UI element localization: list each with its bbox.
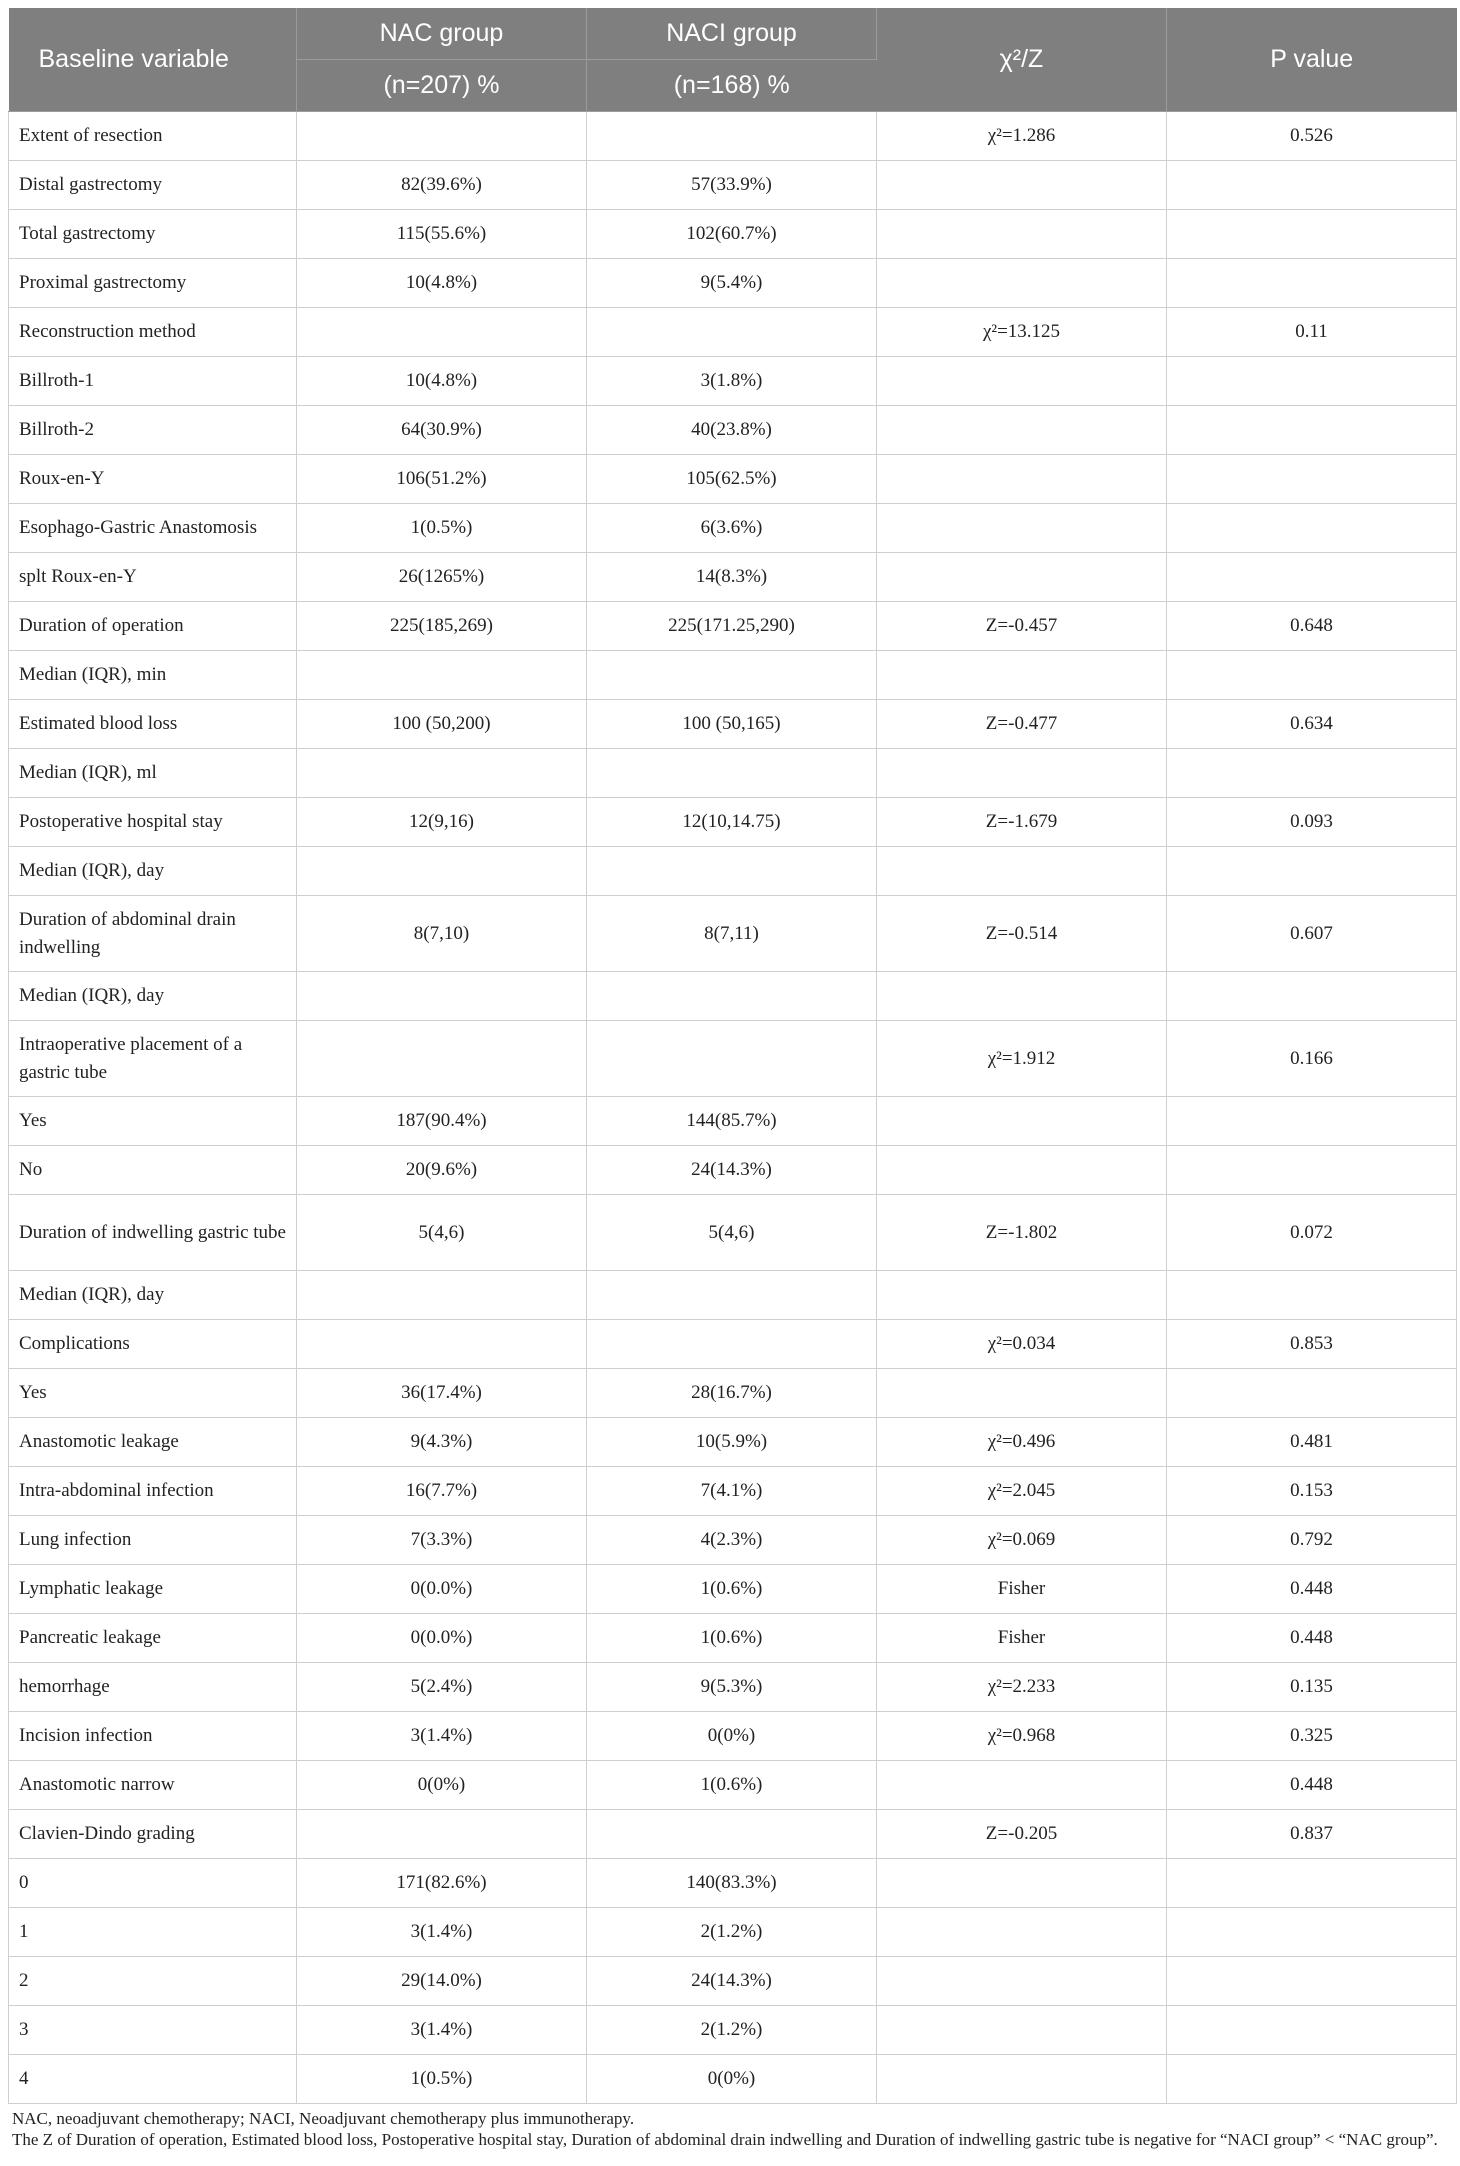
stat-value: Z=-0.477 <box>877 700 1167 749</box>
nac-value <box>297 112 587 161</box>
p-value: 0.166 <box>1167 1021 1457 1097</box>
naci-value <box>587 1810 877 1859</box>
table-row <box>9 1097 1457 1146</box>
naci-value: 12(10,14.75) <box>587 798 877 847</box>
table-row <box>9 1761 1457 1810</box>
row-label: Reconstruction method <box>9 308 297 357</box>
row-label: Median (IQR), day <box>9 972 297 1021</box>
naci-value: 144(85.7%) <box>587 1097 877 1146</box>
table-row <box>9 357 1457 406</box>
row-label: Duration of abdominal drain indwelling <box>9 896 297 972</box>
table-row <box>9 1467 1457 1516</box>
footnotes <box>8 2104 1456 2150</box>
p-value: 0.607 <box>1167 896 1457 972</box>
naci-value: 14(8.3%) <box>587 553 877 602</box>
row-label: Median (IQR), day <box>9 847 297 896</box>
p-value: 0.853 <box>1167 1320 1457 1369</box>
stat-value: Z=-0.514 <box>877 896 1167 972</box>
table-row <box>9 749 1457 798</box>
row-label: Intra-abdominal infection <box>9 1467 297 1516</box>
table-row <box>9 112 1457 161</box>
table-body <box>9 112 1457 2104</box>
stat-value: χ²=1.912 <box>877 1021 1167 1097</box>
nac-value: 0(0%) <box>297 1761 587 1810</box>
naci-value: 100 (50,165) <box>587 700 877 749</box>
nac-value: 225(185,269) <box>297 602 587 651</box>
naci-value: 2(1.2%) <box>587 1908 877 1957</box>
stat-value: χ²=2.045 <box>877 1467 1167 1516</box>
row-label: Lung infection <box>9 1516 297 1565</box>
p-value <box>1167 1097 1457 1146</box>
table-row <box>9 1369 1457 1418</box>
p-value: 0.448 <box>1167 1761 1457 1810</box>
row-label: Complications <box>9 1320 297 1369</box>
nac-value: 7(3.3%) <box>297 1516 587 1565</box>
p-value <box>1167 1957 1457 2006</box>
naci-value: 24(14.3%) <box>587 1957 877 2006</box>
naci-value: 6(3.6%) <box>587 504 877 553</box>
row-label: Estimated blood loss <box>9 700 297 749</box>
table-row <box>9 1712 1457 1761</box>
table-row <box>9 700 1457 749</box>
table-row <box>9 406 1457 455</box>
table-row <box>9 1565 1457 1614</box>
nac-value: 12(9,16) <box>297 798 587 847</box>
header-nac-n: (n=207) % <box>297 60 587 112</box>
naci-value: 10(5.9%) <box>587 1418 877 1467</box>
header-naci-n: (n=168) % <box>587 60 877 112</box>
stat-value <box>877 357 1167 406</box>
p-value <box>1167 210 1457 259</box>
nac-value: 10(4.8%) <box>297 357 587 406</box>
naci-value: 4(2.3%) <box>587 1516 877 1565</box>
stat-value: Fisher <box>877 1565 1167 1614</box>
p-value <box>1167 1908 1457 1957</box>
table-row <box>9 161 1457 210</box>
stat-value: χ²=0.034 <box>877 1320 1167 1369</box>
nac-value: 115(55.6%) <box>297 210 587 259</box>
row-label: Pancreatic leakage <box>9 1614 297 1663</box>
naci-value: 9(5.3%) <box>587 1663 877 1712</box>
header-p-value: P value <box>1167 8 1457 112</box>
table-row <box>9 847 1457 896</box>
footnote-z-direction: The Z of Duration of operation, Estimated blood loss, Postoperative hospital stay, Duration of abdominal drain indwelling and Duration of indwelling gastric tube is negative for “NACI group” < “NAC group”. <box>12 2130 1438 2149</box>
row-label: Yes <box>9 1097 297 1146</box>
table-row <box>9 455 1457 504</box>
p-value <box>1167 455 1457 504</box>
nac-value: 26(1265%) <box>297 553 587 602</box>
p-value: 0.837 <box>1167 1810 1457 1859</box>
table-row <box>9 2006 1457 2055</box>
nac-value: 171(82.6%) <box>297 1859 587 1908</box>
nac-value: 10(4.8%) <box>297 259 587 308</box>
stat-value <box>877 1908 1167 1957</box>
row-label: Extent of resection <box>9 112 297 161</box>
nac-value: 16(7.7%) <box>297 1467 587 1516</box>
nac-value: 5(2.4%) <box>297 1663 587 1712</box>
table-row <box>9 553 1457 602</box>
p-value <box>1167 847 1457 896</box>
naci-value <box>587 749 877 798</box>
p-value <box>1167 406 1457 455</box>
stat-value: Z=-1.802 <box>877 1195 1167 1271</box>
header-nac-group: NAC group <box>297 8 587 60</box>
header-stat: χ²/Z <box>877 8 1167 112</box>
nac-value: 29(14.0%) <box>297 1957 587 2006</box>
stat-value <box>877 972 1167 1021</box>
stat-value <box>877 1859 1167 1908</box>
row-label: Median (IQR), day <box>9 1271 297 1320</box>
naci-value: 1(0.6%) <box>587 1565 877 1614</box>
stat-value <box>877 504 1167 553</box>
header-baseline-variable: Baseline variable <box>9 8 297 112</box>
stat-value <box>877 1271 1167 1320</box>
p-value <box>1167 259 1457 308</box>
nac-value <box>297 1021 587 1097</box>
row-label: Distal gastrectomy <box>9 161 297 210</box>
row-label: Anastomotic narrow <box>9 1761 297 1810</box>
p-value <box>1167 2055 1457 2104</box>
table-row <box>9 1859 1457 1908</box>
p-value <box>1167 1859 1457 1908</box>
row-label: Duration of indwelling gastric tube <box>9 1195 297 1271</box>
naci-value: 140(83.3%) <box>587 1859 877 1908</box>
nac-value <box>297 847 587 896</box>
nac-value: 8(7,10) <box>297 896 587 972</box>
nac-value: 3(1.4%) <box>297 1712 587 1761</box>
row-label: 1 <box>9 1908 297 1957</box>
table-row <box>9 798 1457 847</box>
table-row <box>9 1271 1457 1320</box>
stat-value <box>877 1097 1167 1146</box>
stat-value <box>877 1761 1167 1810</box>
p-value <box>1167 749 1457 798</box>
table-row <box>9 259 1457 308</box>
row-label: Proximal gastrectomy <box>9 259 297 308</box>
naci-value: 0(0%) <box>587 2055 877 2104</box>
nac-value: 0(0.0%) <box>297 1614 587 1663</box>
nac-value <box>297 651 587 700</box>
header-naci-group: NACI group <box>587 8 877 60</box>
table-row <box>9 1021 1457 1097</box>
stat-value <box>877 749 1167 798</box>
stat-value <box>877 1369 1167 1418</box>
row-label: Intraoperative placement of a gastric tube <box>9 1021 297 1097</box>
stat-value: χ²=2.233 <box>877 1663 1167 1712</box>
stat-value <box>877 210 1167 259</box>
naci-value: 8(7,11) <box>587 896 877 972</box>
table-row <box>9 1614 1457 1663</box>
nac-value: 5(4,6) <box>297 1195 587 1271</box>
stat-value: χ²=0.496 <box>877 1418 1167 1467</box>
naci-value <box>587 112 877 161</box>
row-label: hemorrhage <box>9 1663 297 1712</box>
naci-value <box>587 972 877 1021</box>
stat-value: Z=-0.457 <box>877 602 1167 651</box>
naci-value: 1(0.6%) <box>587 1761 877 1810</box>
p-value: 0.153 <box>1167 1467 1457 1516</box>
p-value <box>1167 2006 1457 2055</box>
stat-value: Fisher <box>877 1614 1167 1663</box>
row-label: splt Roux-en-Y <box>9 553 297 602</box>
table-row <box>9 210 1457 259</box>
p-value: 0.093 <box>1167 798 1457 847</box>
nac-value: 187(90.4%) <box>297 1097 587 1146</box>
p-value: 0.648 <box>1167 602 1457 651</box>
nac-value <box>297 749 587 798</box>
p-value: 0.634 <box>1167 700 1457 749</box>
table-row <box>9 1146 1457 1195</box>
nac-value: 3(1.4%) <box>297 2006 587 2055</box>
p-value: 0.448 <box>1167 1565 1457 1614</box>
row-label: Median (IQR), ml <box>9 749 297 798</box>
naci-value <box>587 308 877 357</box>
footnote-abbreviations: NAC, neoadjuvant chemotherapy; NACI, Neoadjuvant chemotherapy plus immunotherapy. <box>12 2109 635 2128</box>
nac-value: 36(17.4%) <box>297 1369 587 1418</box>
table-row <box>9 602 1457 651</box>
stat-value <box>877 161 1167 210</box>
naci-value <box>587 1271 877 1320</box>
p-value <box>1167 161 1457 210</box>
p-value <box>1167 504 1457 553</box>
naci-value: 102(60.7%) <box>587 210 877 259</box>
nac-value: 0(0.0%) <box>297 1565 587 1614</box>
row-label: 4 <box>9 2055 297 2104</box>
nac-value <box>297 1271 587 1320</box>
stat-value <box>877 651 1167 700</box>
p-value: 0.135 <box>1167 1663 1457 1712</box>
stat-value <box>877 259 1167 308</box>
table-row <box>9 1908 1457 1957</box>
stat-value <box>877 1957 1167 2006</box>
row-label: Lymphatic leakage <box>9 1565 297 1614</box>
stat-value: χ²=0.069 <box>877 1516 1167 1565</box>
nac-value: 3(1.4%) <box>297 1908 587 1957</box>
p-value: 0.448 <box>1167 1614 1457 1663</box>
table-row <box>9 1957 1457 2006</box>
naci-value: 2(1.2%) <box>587 2006 877 2055</box>
naci-value: 24(14.3%) <box>587 1146 877 1195</box>
stat-value <box>877 1146 1167 1195</box>
p-value: 0.792 <box>1167 1516 1457 1565</box>
stat-value: Z=-1.679 <box>877 798 1167 847</box>
row-label: 0 <box>9 1859 297 1908</box>
p-value <box>1167 1369 1457 1418</box>
p-value <box>1167 651 1457 700</box>
nac-value <box>297 972 587 1021</box>
naci-value: 3(1.8%) <box>587 357 877 406</box>
table-row <box>9 651 1457 700</box>
table-row <box>9 1418 1457 1467</box>
nac-value: 106(51.2%) <box>297 455 587 504</box>
results-table <box>8 8 1457 2104</box>
row-label: Incision infection <box>9 1712 297 1761</box>
naci-value: 1(0.6%) <box>587 1614 877 1663</box>
stat-value <box>877 847 1167 896</box>
stat-value: χ²=0.968 <box>877 1712 1167 1761</box>
row-label: Clavien-Dindo grading <box>9 1810 297 1859</box>
table-row <box>9 972 1457 1021</box>
table-row <box>9 1195 1457 1271</box>
nac-value <box>297 1810 587 1859</box>
p-value: 0.11 <box>1167 308 1457 357</box>
document <box>8 8 1456 2150</box>
naci-value: 9(5.4%) <box>587 259 877 308</box>
naci-value: 225(171.25,290) <box>587 602 877 651</box>
p-value <box>1167 553 1457 602</box>
p-value <box>1167 1146 1457 1195</box>
naci-value <box>587 1021 877 1097</box>
p-value <box>1167 1271 1457 1320</box>
p-value: 0.526 <box>1167 112 1457 161</box>
table-row <box>9 1810 1457 1859</box>
naci-value: 105(62.5%) <box>587 455 877 504</box>
row-label: Total gastrectomy <box>9 210 297 259</box>
stat-value: χ²=1.286 <box>877 112 1167 161</box>
table-row <box>9 896 1457 972</box>
naci-value: 0(0%) <box>587 1712 877 1761</box>
row-label: Billroth-1 <box>9 357 297 406</box>
stat-value <box>877 2006 1167 2055</box>
p-value: 0.325 <box>1167 1712 1457 1761</box>
row-label: Postoperative hospital stay <box>9 798 297 847</box>
nac-value <box>297 1320 587 1369</box>
p-value: 0.072 <box>1167 1195 1457 1271</box>
stat-value <box>877 455 1167 504</box>
naci-value: 5(4,6) <box>587 1195 877 1271</box>
nac-value: 1(0.5%) <box>297 504 587 553</box>
naci-value: 28(16.7%) <box>587 1369 877 1418</box>
row-label: Anastomotic leakage <box>9 1418 297 1467</box>
row-label: 2 <box>9 1957 297 2006</box>
stat-value <box>877 2055 1167 2104</box>
table-header <box>9 8 1457 112</box>
p-value <box>1167 972 1457 1021</box>
naci-value: 57(33.9%) <box>587 161 877 210</box>
row-label: Yes <box>9 1369 297 1418</box>
stat-value <box>877 553 1167 602</box>
naci-value <box>587 847 877 896</box>
naci-value: 7(4.1%) <box>587 1467 877 1516</box>
table-row <box>9 1663 1457 1712</box>
table-row <box>9 1320 1457 1369</box>
row-label: Roux-en-Y <box>9 455 297 504</box>
table-row <box>9 2055 1457 2104</box>
stat-value <box>877 406 1167 455</box>
table-row <box>9 504 1457 553</box>
nac-value: 9(4.3%) <box>297 1418 587 1467</box>
naci-value <box>587 651 877 700</box>
table-row <box>9 308 1457 357</box>
naci-value: 40(23.8%) <box>587 406 877 455</box>
stat-value: Z=-0.205 <box>877 1810 1167 1859</box>
stat-value: χ²=13.125 <box>877 308 1167 357</box>
nac-value: 1(0.5%) <box>297 2055 587 2104</box>
row-label: No <box>9 1146 297 1195</box>
row-label: Duration of operation <box>9 602 297 651</box>
row-label: 3 <box>9 2006 297 2055</box>
p-value <box>1167 357 1457 406</box>
row-label: Median (IQR), min <box>9 651 297 700</box>
table-row <box>9 1516 1457 1565</box>
nac-value: 20(9.6%) <box>297 1146 587 1195</box>
nac-value: 64(30.9%) <box>297 406 587 455</box>
row-label: Billroth-2 <box>9 406 297 455</box>
nac-value: 82(39.6%) <box>297 161 587 210</box>
nac-value: 100 (50,200) <box>297 700 587 749</box>
naci-value <box>587 1320 877 1369</box>
p-value: 0.481 <box>1167 1418 1457 1467</box>
nac-value <box>297 308 587 357</box>
row-label: Esophago-Gastric Anastomosis <box>9 504 297 553</box>
